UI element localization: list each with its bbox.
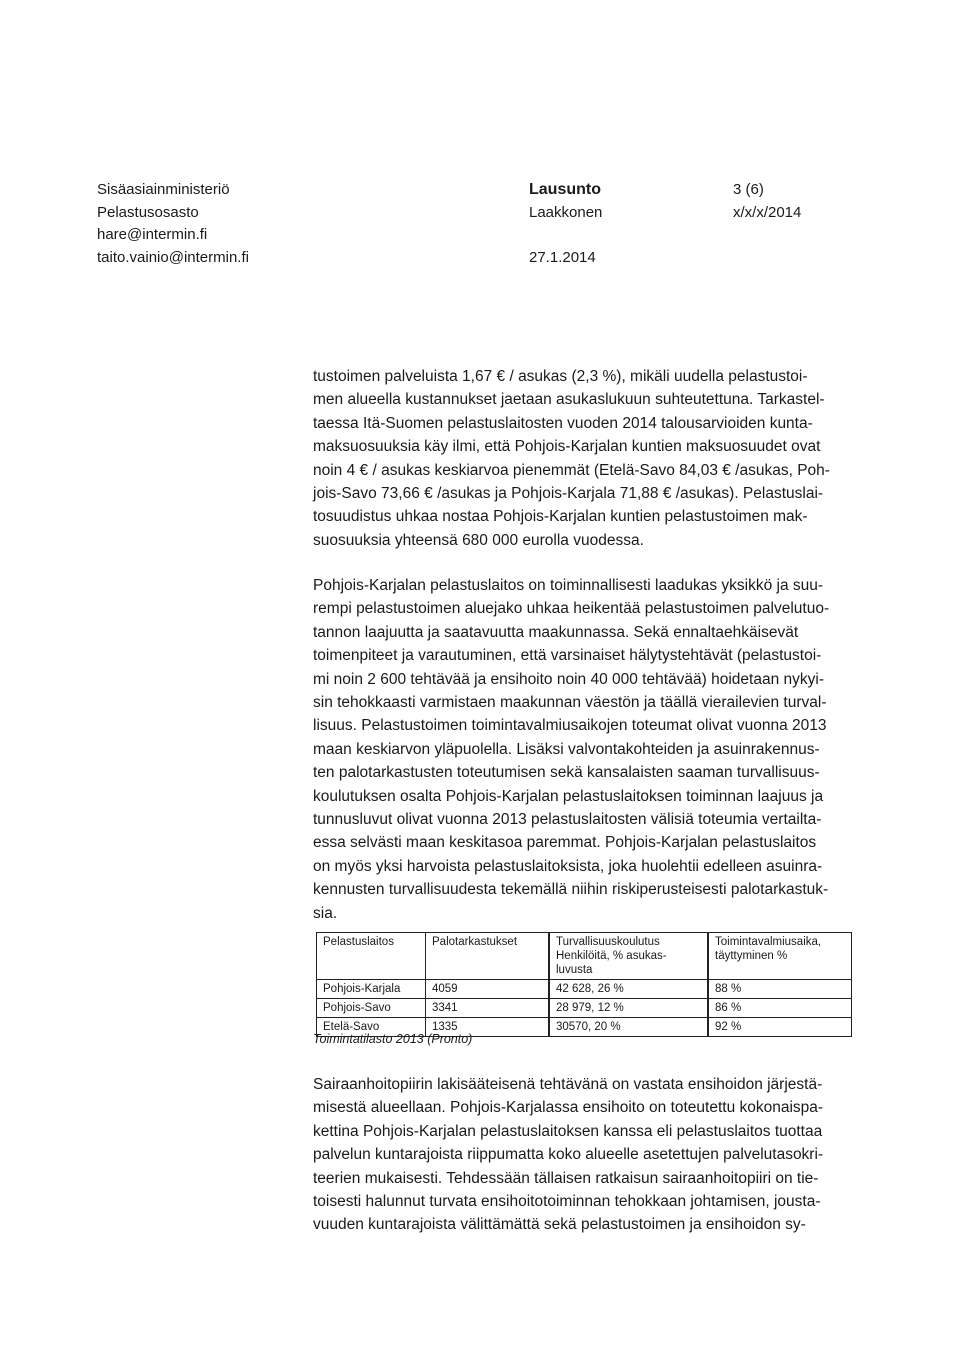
text-line: vuuden kuntarajoista välittämättä sekä pelastustoimen ja ensihoidon sy-	[313, 1216, 806, 1234]
text-line: tannon laajuutta ja saatavuutta maakunnassa. Sekä ennaltaehkäisevät	[313, 623, 799, 641]
department-name: Pelastusosasto	[97, 203, 199, 221]
table-cell: Pohjois-Savo	[317, 999, 426, 1018]
text-line: Pohjois-Karjalan pelastuslaitos on toiminnallisesti laadukas yksikkö ja suu-	[313, 577, 824, 594]
table-cell: 30570, 20 %	[550, 1018, 708, 1037]
document-author: Laakkonen	[529, 203, 603, 221]
text-line: kettina Pohjois-Karjalan pelastuslaitoksen kanssa eli pelastuslaitos tuottaa	[313, 1122, 823, 1140]
ministry-name: Sisäasiainministeriö	[97, 181, 230, 198]
document-reference: x/x/x/2014	[733, 203, 802, 221]
text-line: taessa Itä-Suomen pelastuslaitosten vuoden 2014 talousarvioiden kunta-	[313, 414, 813, 432]
document-meta	[529, 179, 602, 270]
table-cell: 4059	[426, 980, 549, 999]
document-date: 27.1.2014	[529, 249, 596, 266]
table-caption: Toimintatilasto 2013 (Pronto)	[313, 1032, 473, 1046]
column-header: Turvallisuuskoulutus Henkilöitä, % asukas- luvusta	[550, 933, 708, 980]
text-line: misestä alueellaan. Pohjois-Karjalassa ensihoito on toteutettu kokonaispa-	[313, 1099, 824, 1117]
text-line: essa selvästi maan keskitasoa paremmat. Pohjois-Karjalan pelastuslaitos	[313, 834, 817, 852]
text-line: on myös yksi harvoista pelastuslaitoksista, joka huolehtii edelleen asuinra-	[313, 857, 823, 875]
text-line: jois-Savo 73,66 € /asukas ja Pohjois-Karjala 71,88 € /asukas). Pelastuslai-	[313, 485, 824, 503]
email-address: hare@intermin.fi	[97, 226, 208, 243]
text-line: mi noin 2 600 tehtävää ja ensihoito noin 40 000 tehtävää) hoidetaan nykyi-	[313, 670, 824, 688]
email-address: taito.vainio@intermin.fi	[97, 248, 249, 266]
table-header-row	[317, 933, 852, 980]
text-line: kennusten turvallisuudesta tekemällä niihin riskiperusteisesti palotarkastuk-	[313, 881, 829, 899]
table-cell: Pohjois-Karjala	[317, 980, 426, 999]
text-line: tosuudistus uhkaa nostaa Pohjois-Karjalan kuntien pelastustoimen mak-	[313, 508, 808, 526]
table-cell: 42 628, 26 %	[550, 980, 708, 999]
paragraph	[313, 1073, 853, 1237]
text-line: lisuus. Pelastustoimen toimintavalmiusaikojen toteumat olivat vuonna 2013	[313, 717, 827, 735]
text-line: teerien mukaisesti. Tehdessään tällaisen ratkaisun sairaanhoitopiiri on tie-	[313, 1169, 819, 1187]
text-line: maan keskiarvon yläpuolella. Lisäksi valvontakohteiden ja asuinrakennus-	[313, 740, 820, 758]
sender-block	[97, 179, 249, 269]
text-line: ten palotarkastusten toteutumisen sekä kansalaisten saaman turvallisuus-	[313, 764, 820, 782]
table-row	[317, 999, 852, 1018]
table-cell: 92 %	[709, 1018, 852, 1037]
text-line: tunnusluvut olivat vuonna 2013 pelastuslaitosten välisiä toteumia vertailta-	[313, 811, 822, 829]
text-line: suosuuksia yhteensä 680 000 eurolla vuodessa.	[313, 531, 644, 549]
table-cell: 88 %	[709, 980, 852, 999]
column-header: Toimintavalmiusaika, täyttyminen %	[709, 933, 852, 980]
text-line: toisesti halunnut turvata ensihoitotoiminnan tehokkaan johtamisen, jousta-	[313, 1193, 821, 1211]
text-line: sia.	[313, 904, 338, 922]
document-type: Lausunto	[529, 181, 601, 198]
paragraph	[313, 574, 853, 925]
table-cell: Etelä-Savo	[317, 1018, 426, 1037]
rescue-statistics-table	[316, 932, 852, 1037]
text-line: sin tehokkaasti varmistaen maakunnan väestön ja täällä vierailevien turval-	[313, 694, 827, 712]
column-header: Pelastuslaitos	[317, 933, 426, 980]
table-cell: 28 979, 12 %	[550, 999, 708, 1018]
text-line: palvelun kuntarajoista riippumatta koko alueelle asetettujen palvelutasokri-	[313, 1146, 824, 1164]
table-cell: 1335	[426, 1018, 549, 1037]
text-line: noin 4 € / asukas keskiarvoa pienemmät (Etelä-Savo 84,03 € /asukas, Poh-	[313, 461, 830, 479]
page-meta	[733, 179, 801, 224]
text-line: maksuosuuksia käy ilmi, että Pohjois-Karjalan kuntien maksuosuudet ovat	[313, 438, 821, 456]
text-line: tustoimen palveluista 1,67 € / asukas (2,3 %), mikäli uudella pelastustoi-	[313, 368, 808, 385]
text-line: rempi pelastustoimen aluejako uhkaa heikentää pelastustoimen palvelutuo-	[313, 600, 830, 618]
table-row	[317, 980, 852, 999]
paragraph	[313, 365, 853, 552]
table-cell: 86 %	[709, 999, 852, 1018]
column-header: Palotarkastukset	[426, 933, 549, 980]
table-cell: 3341	[426, 999, 549, 1018]
text-line: koulutuksen osalta Pohjois-Karjalan pelastuslaitoksen toiminnan laajuus ja	[313, 787, 824, 805]
text-line: Sairaanhoitopiirin lakisääteisenä tehtävänä on vastata ensihoidon järjestä-	[313, 1076, 823, 1093]
text-line: toimenpiteet ja varautuminen, että varsinaiset hälytystehtävät (pelastustoi-	[313, 647, 822, 665]
page-number: 3 (6)	[733, 181, 764, 198]
text-line: men alueella kustannukset jaetaan asukaslukuun suhteutettuna. Tarkastel-	[313, 391, 825, 409]
